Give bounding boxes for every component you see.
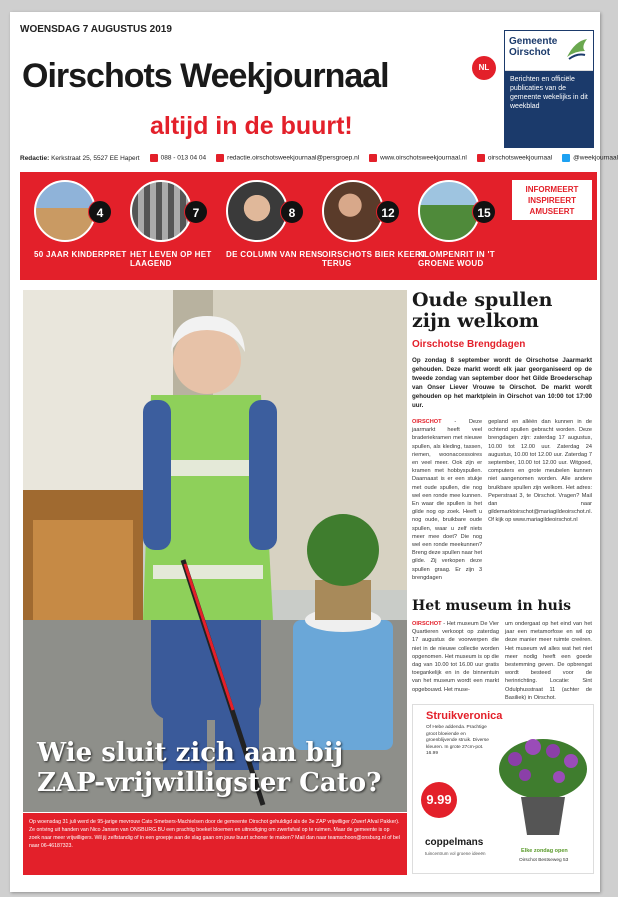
teaser-photo	[322, 180, 384, 242]
article-column-2: um ondergaat op het eind van het jaar een metamorfose en wil op deze manier meer ruimte creëren. Het museum wil alles wat het niet meer nodig heeft een goede bestemming geven. De opbrengst wordt besteed voor de herinrichting. Locatie: Sint Odulphusstraat 11 (achter de Basiliek) in Oirschot.	[505, 621, 592, 701]
teaser-label: OIRSCHOTS BIER KEERT TERUG	[322, 250, 427, 268]
ad-brand-sub: tuincentrum vol groene ideeën	[425, 851, 486, 856]
contact-email[interactable]: redactie.oirschotsweekjournaal@persgroep.nl	[216, 154, 359, 162]
page-number: 12	[376, 200, 400, 224]
article-title: Het museum in huis	[412, 598, 572, 614]
page-number: 15	[472, 200, 496, 224]
teaser-label: HET LEVEN OP HET LAAGEND	[130, 250, 212, 268]
teaser-label: DE COLUMN VAN RENS	[226, 250, 323, 259]
ad-opening: Elke zondag open	[521, 848, 568, 854]
teaser-photo	[418, 180, 480, 242]
contact-twitter[interactable]: @weekjournaal	[562, 154, 618, 162]
teaser-label: KLOMPENRIT IN 'T GROENE WOUD	[418, 250, 495, 268]
gemeente-name: Gemeente Oirschot	[509, 36, 558, 58]
ad-brand: coppelmans	[425, 837, 484, 848]
page-number: 8	[280, 200, 304, 224]
plant-image	[495, 729, 591, 839]
slogan-line: INFORMEERT	[525, 185, 579, 194]
contact-bar	[20, 154, 618, 162]
gemeente-text: Berichten en officiële publicaties van de gemeente wekelijks in dit weekblad	[505, 71, 593, 147]
teaser-column[interactable]	[226, 180, 323, 276]
newspaper-page	[10, 12, 618, 892]
twitter-icon	[562, 154, 570, 162]
ad-address: Oirschot Bestseweg 53	[519, 858, 569, 863]
contact-facebook[interactable]: oirschotsweekjournaal	[477, 154, 552, 162]
article-subtitle: Oirschotse Brengdagen	[412, 339, 526, 350]
contact-phone[interactable]: 088 - 013 04 04	[150, 154, 207, 162]
phone-icon	[150, 154, 158, 162]
ad-text: Of Hebe addenda. Prachtige groot bloeiende en groenblijvende struik. Diverse kleuren. In grote 27cm-pot. 16.99	[426, 725, 489, 757]
teaser-laagend[interactable]	[130, 180, 224, 276]
mail-icon	[216, 154, 224, 162]
nl-badge: NL	[472, 56, 496, 80]
lead-headline: Wie sluit zich aan bij ZAP-vrijwilligster Cato?	[37, 738, 382, 798]
slogan-box	[512, 180, 592, 220]
photo-illustration	[23, 290, 407, 812]
facebook-icon	[477, 154, 485, 162]
bird-logo-icon	[565, 37, 589, 63]
page-number: 7	[184, 200, 208, 224]
article-museum	[412, 598, 592, 702]
slogan-line: AMUSEERT	[529, 207, 575, 216]
article-oude-spullen	[412, 290, 592, 582]
teaser-klompenrit[interactable]	[418, 180, 512, 276]
teaser-photo	[130, 180, 192, 242]
teaser-bier[interactable]	[322, 180, 427, 276]
teaser-band	[20, 172, 597, 280]
issue-date: WOENSDAG 7 AUGUSTUS 2019	[20, 24, 172, 35]
price-badge: 9.99	[421, 782, 457, 818]
contact-website[interactable]: www.oirschotsweekjournaal.nl	[369, 154, 467, 162]
article-intro: Op zondag 8 september wordt de Oirschotse Jaarmarkt gehouden. Deze markt wordt elk jaar georganiseerd op de tweede zondag van september door het Gilde Broederschap van Onser Liever Vrouwe te Oirschot. De markt wordt gehouden op het marktplein in Oirschot van 10:00 tot 17:00 uur.	[412, 357, 592, 409]
teaser-photo	[34, 180, 96, 242]
slogan-line: INSPIREERT	[527, 196, 576, 205]
lead-photo[interactable]	[23, 290, 407, 812]
gemeente-box[interactable]	[504, 30, 594, 148]
masthead-title: Oirschots Weekjournaal	[22, 57, 389, 95]
lead-caption: Op woensdag 31 juli werd de 95-jarige mevrouw Cato Smetsers-Machielsen door de gemeente Oirschot gehuldigd als de 3e ZAP vrijwilliger (Zwerf Afval Pakker). Ze ontving uit handen van Nico Jansen van ONSBURG.BU een prachtig boeket bloemen en uitnodiging om zwerfafval op te ruimen. Maar de gemeente is op zoek naar meer vrijwilligers. Wil jij zelfstandig of in een groepje aan de slag gaan om jouw buurt schoner te maken? Mail dan naar teamschoon@onsburg.nl of bel naar 06-46187323.	[23, 813, 407, 875]
teaser-label: 50 JAAR KINDERPRET	[34, 250, 127, 259]
article-column-1: OIRSCHOT - Deze jaarmarkt heeft veel braderiekramen met nieuwe spullen, als kleding, tassen, riemen, woonaccessoires en veel meer. Ook zijn er kramen met hobbyspullen. Daarnaast is er een stukje met oude spullen, die nog wel een ronde mee kunnen. En waar die spullen is het gilde nog op zoek. Heeft u nog oude, bruikbare oude spullen, waar u zelf niets meer mee doet? Die nog wel een ronde meekunnen? Breng deze spullen naar het gilde. Zij verkopen deze spullen graag. Er zijn 3 brengdagen	[412, 419, 483, 581]
advertisement[interactable]	[412, 704, 594, 874]
article-title: Oude spullen zijn welkom	[412, 289, 553, 332]
article-column-1: OIRSCHOT - Het museum De Vier Quartieren verkoopt op zaterdag 17 augustus de voorwerpen die niet in de nieuwe collectie worden opgenomen. Het museum is op die dag van 10.00 tot 16.00 uur gratis toegankelijk en in de binnentuin van het museum wordt een markt opgebouwd. Het muse-	[412, 621, 499, 693]
teaser-kinderpret[interactable]	[34, 180, 128, 276]
teaser-photo	[226, 180, 288, 242]
contact-address: Redactie: Kerkstraat 25, 5527 EE Hapert	[20, 154, 140, 162]
globe-icon	[369, 154, 377, 162]
article-column-2: gepland en alléén dan kunnen in de ochtend spullen gebracht worden. Deze brengdagen zijn: zaterdag 17 augustus, 10.00 tot 12.00 uur. Zaterdag 24 augustus, 10.00 tot 12.00 uur. Zaterdag 7 september, 10.00 tot 12.00 uur. Witgoed, computers en grote meubelen kunnen niet aangenomen worden. Alle andere bruikbare spullen zijn welkom. Het adres: Peperstraat 3, te Oirschot. Vragen? Mail dan naar gildemarktoirschot@mariagildeoirschot.nl. Of kijk op www.mariagildeoirschot.nl	[488, 419, 592, 524]
ad-title: Struikveronica	[426, 710, 503, 722]
tagline: altijd in de buurt!	[150, 112, 353, 140]
page-number: 4	[88, 200, 112, 224]
